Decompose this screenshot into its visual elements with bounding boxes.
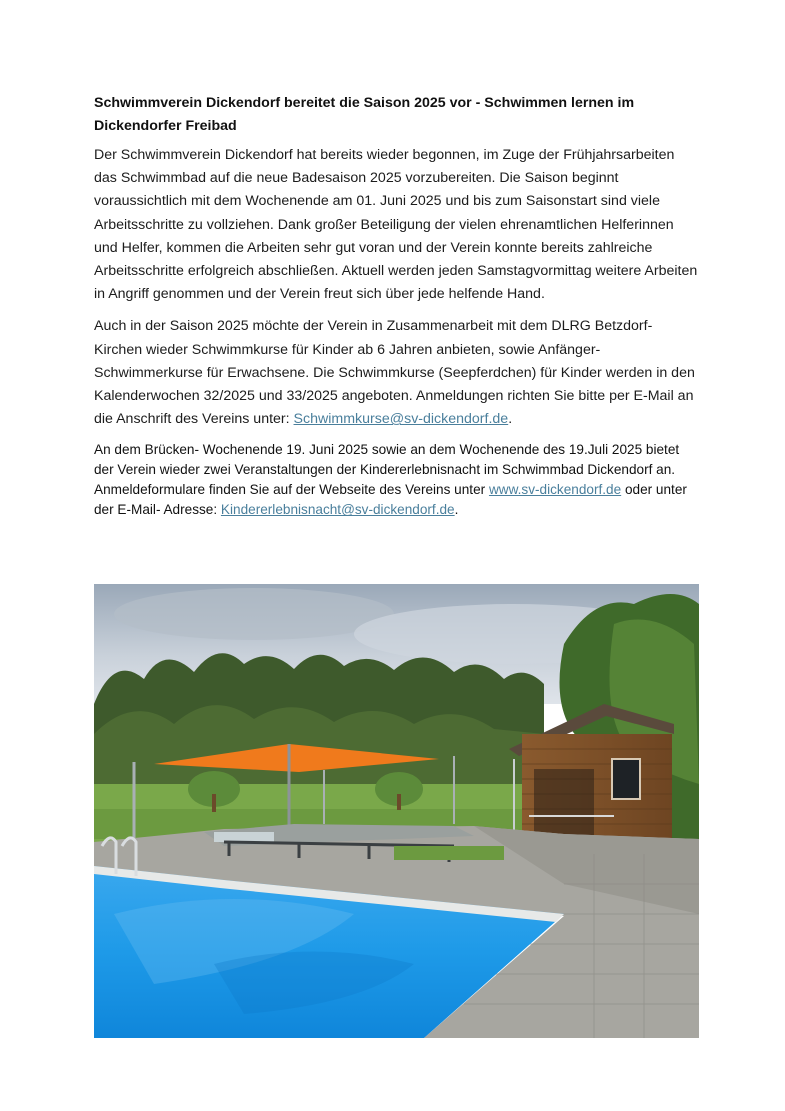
paragraph-swim-courses-text: Auch in der Saison 2025 möchte der Verein in Zusammenarbeit mit dem DLRG Betzdorf-Kirchen wieder Schwimmkurse für Kinder ab 6 Jahren anbieten, sowie Anfänger-Schwimmerkurse für Erwachsene. Die Schwimmkurse (Seepferdchen) für Kinder werden in den Kalenderwochen 32/2025 und 33/2025 angeboten. Anmeldungen richten Sie bitte per E-Mail an die Anschrift des Vereins unter: <box>94 318 695 428</box>
paragraph-kids-night-text: An dem Brücken- Wochenende 19. Juni 2025 sowie an dem Wochenende des 19.Juli 2025 bietet der Verein wieder zwei Veranstaltungen der Kindererlebnisnacht im Schwimmbad Dickendorf an. Anmeldeformulare finden Sie auf der Webseite des Vereins unter <box>94 442 680 498</box>
outdoor-pool-photo <box>94 584 699 1038</box>
paragraph-swim-courses-end: . <box>508 411 513 428</box>
email-link-kindererlebnisnacht[interactable]: Kindererlebnisnacht@sv-dickendorf.de <box>220 502 455 518</box>
paragraph-swim-courses <box>94 315 700 431</box>
website-link[interactable]: www.sv-dickendorf.de <box>488 482 622 498</box>
paragraph-kids-night-mid: oder unter der E-Mail- Adresse: <box>94 482 687 518</box>
paragraph-season-prep: Der Schwimmverein Dickendorf hat bereits wieder begonnen, im Zuge der Frühjahrsarbeiten das Schwimmbad auf die neue Badesaison 2025 vorzubereiten. Die Saison beginnt voraussichtlich mit dem Wochenende am 01. Juni 2025 und bis zum Saisonstart sind viele Arbeitsschritte zu vollziehen. Dank großer Beteiligung der vielen ehrenamtlichen Helferinnen und Helfer, kommen die Arbeiten sehr gut voran und der Verein konnte bereits zahlreiche Arbeitsschritte erfolgreich abschließen. Aktuell werden jeden Samstagvormittag weitere Arbeiten in Angriff genommen und der Verein freut sich über jede helfende Hand. <box>94 147 698 303</box>
pool-scene-illustration <box>94 584 699 1038</box>
article-title: Schwimmverein Dickendorf bereitet die Saison 2025 vor - Schwimmen lernen im Dickendorfer Freibad <box>94 95 635 134</box>
email-link-schwimmkurse[interactable]: Schwimmkurse@sv-dickendorf.de <box>293 411 509 428</box>
document-page <box>94 92 700 520</box>
paragraph-kids-night <box>94 440 700 520</box>
paragraph-kids-night-end: . <box>454 502 459 518</box>
